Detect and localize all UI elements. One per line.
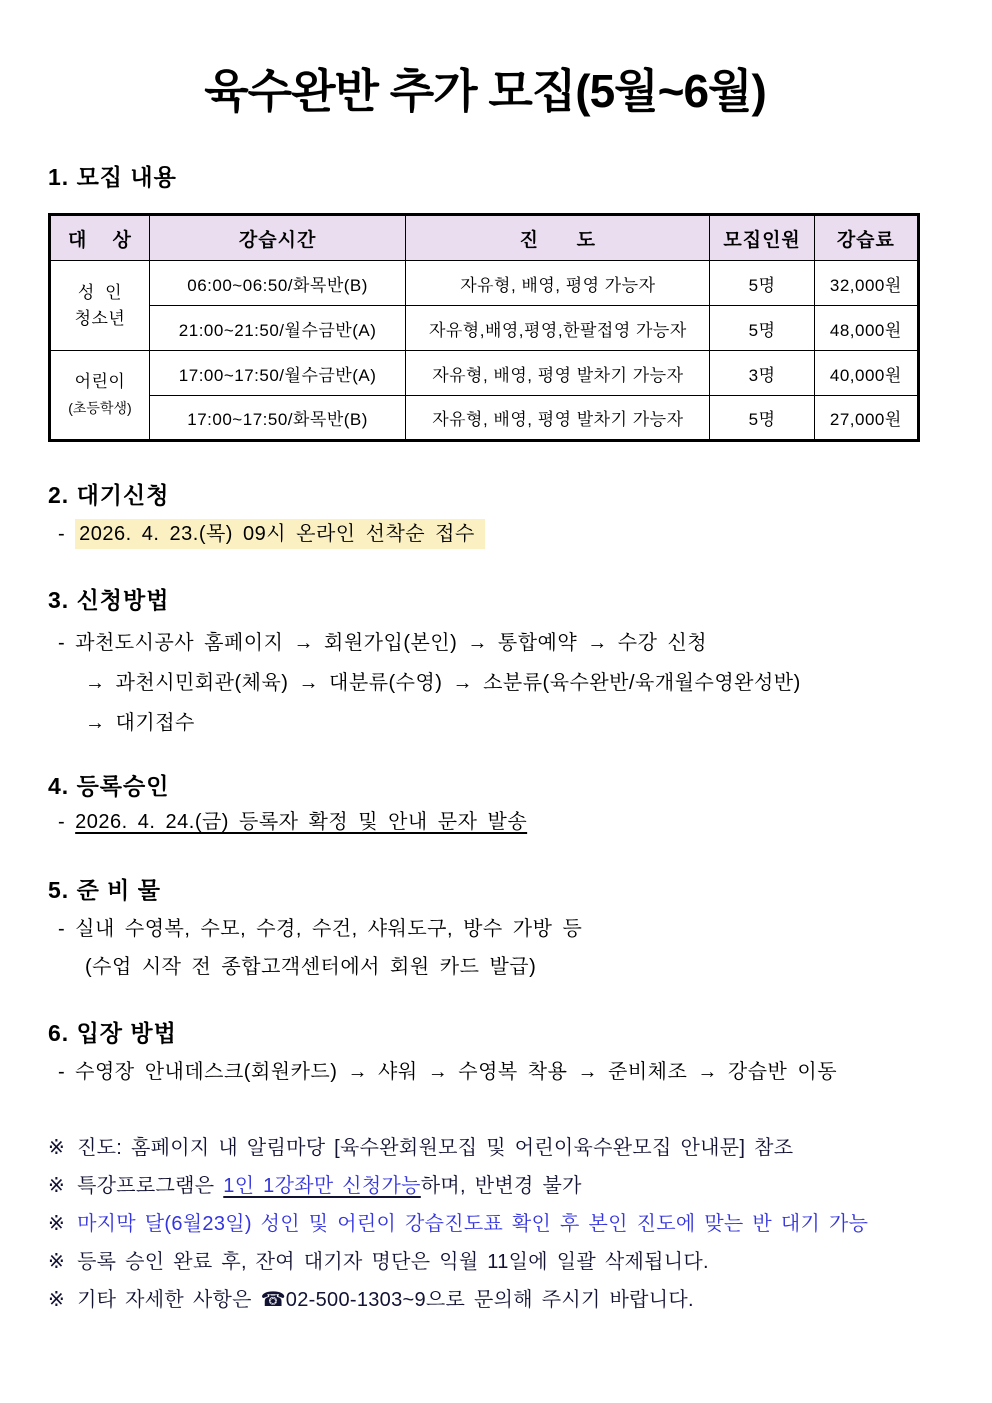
note-marker: ※ <box>48 1289 66 1311</box>
list-dash: - <box>58 811 66 833</box>
cell-level: 자유형,배영,평영,한팔접영 가능자 <box>406 306 710 351</box>
note-marker: ※ <box>48 1251 66 1273</box>
note-marker: ※ <box>48 1137 66 1159</box>
note-contact-phone <box>48 1281 922 1319</box>
note-text: 등록 승인 완료 후, 잔여 대기자 명단은 익월 11일에 일괄 삭제됩니다. <box>77 1251 709 1273</box>
cell-time: 17:00~17:50/월수금반(A) <box>149 351 405 396</box>
note-waitlist-deletion <box>48 1243 922 1281</box>
note-text <box>77 1167 582 1205</box>
footnotes <box>48 1129 922 1319</box>
cell-capacity: 5명 <box>710 306 814 351</box>
target-cell-adult <box>50 261 150 351</box>
col-header-target: 대 상 <box>50 215 150 261</box>
cell-level: 자유형, 배영, 평영 발차기 가능자 <box>406 396 710 441</box>
entry-text: 수영장 안내데스크(회원카드) → 샤워 → 수영복 착용 → 준비체조 → 강습반 이동 <box>75 1061 838 1083</box>
note-special-program <box>48 1167 922 1205</box>
note-marker: ※ <box>48 1175 66 1197</box>
col-header-fee: 강습료 <box>814 215 918 261</box>
target-adult-line2: 청소년 <box>74 308 126 328</box>
list-dash: - <box>58 523 66 545</box>
entry-line <box>48 1057 922 1087</box>
section-heading-entry: 6. 입장 방법 <box>48 1020 177 1046</box>
apply-step-line-3 <box>48 703 922 743</box>
recruitment-table <box>48 213 920 442</box>
supplies-text: (수업 시작 전 종합고객센터에서 회원 카드 발급) <box>85 956 537 978</box>
apply-step-text: → 대기접수 <box>85 712 195 734</box>
section-heading-recruit: 1. 모집 내용 <box>48 164 177 190</box>
waitlist-line <box>48 519 922 549</box>
cell-fee: 40,000원 <box>814 351 918 396</box>
approval-line <box>48 807 922 837</box>
cell-level: 자유형, 배영, 평영 발차기 가능자 <box>406 351 710 396</box>
table-header-row <box>50 215 919 261</box>
cell-capacity: 5명 <box>710 396 814 441</box>
cell-fee: 48,000원 <box>814 306 918 351</box>
approval-date-underlined: 2026. 4. 24.(금) 등록자 확정 및 안내 문자 발송 <box>75 811 528 833</box>
list-dash: - <box>58 918 66 940</box>
list-dash: - <box>58 632 66 654</box>
cell-fee: 27,000원 <box>814 396 918 441</box>
cell-fee: 32,000원 <box>814 261 918 306</box>
cell-time: 06:00~06:50/화목반(B) <box>149 261 405 306</box>
note-marker: ※ <box>48 1213 66 1235</box>
note-text-post: 하며, 반변경 불가 <box>420 1175 582 1197</box>
cell-time: 21:00~21:50/월수금반(A) <box>149 306 405 351</box>
note-text: 마지막 달(6월23일) 성인 및 어린이 강습진도표 확인 후 본인 진도에 맞는 반 대기 가능 <box>77 1213 869 1235</box>
cell-capacity: 3명 <box>710 351 814 396</box>
table-row <box>50 396 919 441</box>
waitlist-date-highlight: 2026. 4. 23.(목) 09시 온라인 선착순 접수 <box>75 519 485 549</box>
section-heading-approval: 4. 등록승인 <box>48 773 170 799</box>
target-adult-line1: 성 인 <box>77 282 123 302</box>
target-child-line2: (초등학생) <box>68 400 132 416</box>
col-header-time: 강습시간 <box>149 215 405 261</box>
note-one-course-rule: 1인 1강좌만 신청가능 <box>223 1175 421 1197</box>
supplies-text: 실내 수영복, 수모, 수경, 수건, 샤워도구, 방수 가방 등 <box>75 918 583 940</box>
section-heading-waitlist: 2. 대기신청 <box>48 482 170 508</box>
apply-step-text: → 과천시민회관(체육) → 대분류(수영) → 소분류(육수완반/육개월수영완성반) <box>85 672 801 694</box>
target-child-line1: 어린이 <box>74 372 126 391</box>
note-last-month <box>48 1205 922 1243</box>
note-text: 기타 자세한 사항은 ☎02-500-1303~9으로 문의해 주시기 바랍니다. <box>77 1289 694 1311</box>
cell-time: 17:00~17:50/화목반(B) <box>149 396 405 441</box>
apply-step-line-2 <box>48 663 922 703</box>
table-row <box>50 261 919 306</box>
target-cell-child <box>50 351 150 441</box>
supplies-line-2 <box>48 948 922 986</box>
apply-step-text: 과천도시공사 홈페이지 → 회원가입(본인) → 통합예약 → 수강 신청 <box>75 632 708 654</box>
cell-capacity: 5명 <box>710 261 814 306</box>
page-title: 육수완반 추가 모집(5월~6월) <box>204 65 766 117</box>
supplies-line-1 <box>48 910 922 948</box>
table-row <box>50 306 919 351</box>
note-level-reference <box>48 1129 922 1167</box>
cell-level: 자유형, 배영, 평영 가능자 <box>406 261 710 306</box>
list-dash: - <box>58 1061 66 1083</box>
table-row <box>50 351 919 396</box>
apply-step-line-1 <box>48 623 922 663</box>
section-heading-supplies: 5. 준 비 물 <box>48 877 162 903</box>
section-heading-apply: 3. 신청방법 <box>48 587 170 613</box>
note-text: 진도: 홈페이지 내 알림마당 [육수완회원모집 및 어린이육수완모집 안내문] 참조 <box>77 1137 794 1159</box>
col-header-capacity: 모집인원 <box>710 215 814 261</box>
col-header-level: 진 도 <box>406 215 710 261</box>
note-text-pre: 특강프로그램은 <box>77 1175 224 1197</box>
